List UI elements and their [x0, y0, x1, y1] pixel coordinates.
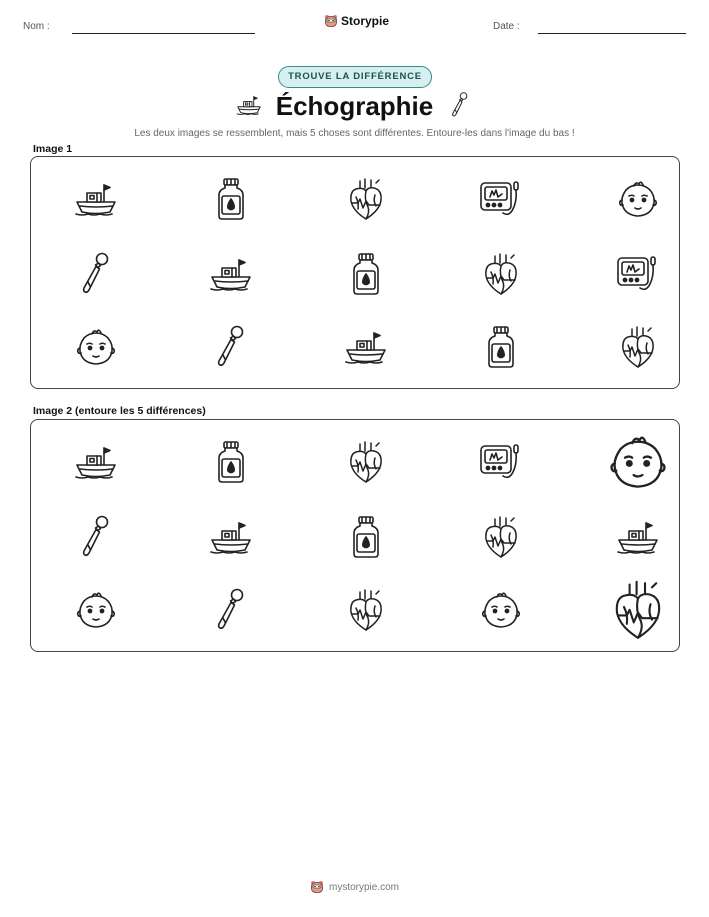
- date-line[interactable]: [538, 33, 686, 34]
- baby-face-icon[interactable]: [76, 590, 116, 630]
- heart-icon: [618, 325, 658, 369]
- date-label: Date :: [493, 21, 520, 32]
- boat-icon[interactable]: [616, 519, 660, 555]
- bottle-icon: [216, 177, 246, 221]
- image2-panel[interactable]: [30, 419, 680, 652]
- baby-face-icon: [76, 327, 116, 367]
- page-title: Échographie: [275, 91, 434, 121]
- name-line[interactable]: [72, 33, 255, 34]
- probe-icon[interactable]: [216, 588, 246, 632]
- bottle-icon: [351, 252, 381, 296]
- footer: [0, 880, 709, 894]
- mascot-icon: [324, 14, 338, 28]
- boat-icon[interactable]: [74, 444, 118, 480]
- image2-label: Image 2 (entoure les 5 différences): [33, 405, 206, 417]
- boat-icon: [209, 256, 253, 292]
- image1-label: Image 1: [33, 143, 73, 155]
- probe-icon: [451, 90, 469, 125]
- baby-face-icon: [618, 179, 658, 219]
- probe-icon: [216, 325, 246, 369]
- heart-icon[interactable]: [346, 440, 386, 484]
- heart-icon: [481, 252, 521, 296]
- boat-icon[interactable]: [209, 519, 253, 555]
- footer-site: mystorypie.com: [328, 881, 399, 893]
- probe-icon: [81, 252, 111, 296]
- baby-face-icon[interactable]: [609, 433, 667, 491]
- boat-icon: [344, 329, 388, 365]
- bottle-icon[interactable]: [216, 440, 246, 484]
- name-label: Nom :: [23, 21, 50, 32]
- activity-badge: TROUVE LA DIFFÉRENCE: [278, 66, 432, 88]
- probe-icon[interactable]: [81, 515, 111, 559]
- bottle-icon[interactable]: [351, 515, 381, 559]
- ultrasound-machine-icon: [616, 254, 660, 294]
- heart-icon[interactable]: [610, 579, 666, 641]
- heart-icon: [346, 177, 386, 221]
- instructions: Les deux images se ressemblent, mais 5 choses sont différentes. Entoure-les dans l'image du bas !: [134, 128, 575, 139]
- boat-icon: [74, 181, 118, 217]
- heart-icon[interactable]: [481, 515, 521, 559]
- ultrasound-machine-icon: [479, 179, 523, 219]
- brand-name: Storypie: [341, 14, 390, 28]
- mascot-icon: [310, 880, 324, 894]
- brand-logo: [324, 14, 389, 28]
- ultrasound-machine-icon[interactable]: [479, 442, 523, 482]
- image1-panel: [30, 156, 680, 389]
- baby-face-icon[interactable]: [481, 590, 521, 630]
- bottle-icon: [486, 325, 516, 369]
- heart-icon[interactable]: [346, 588, 386, 632]
